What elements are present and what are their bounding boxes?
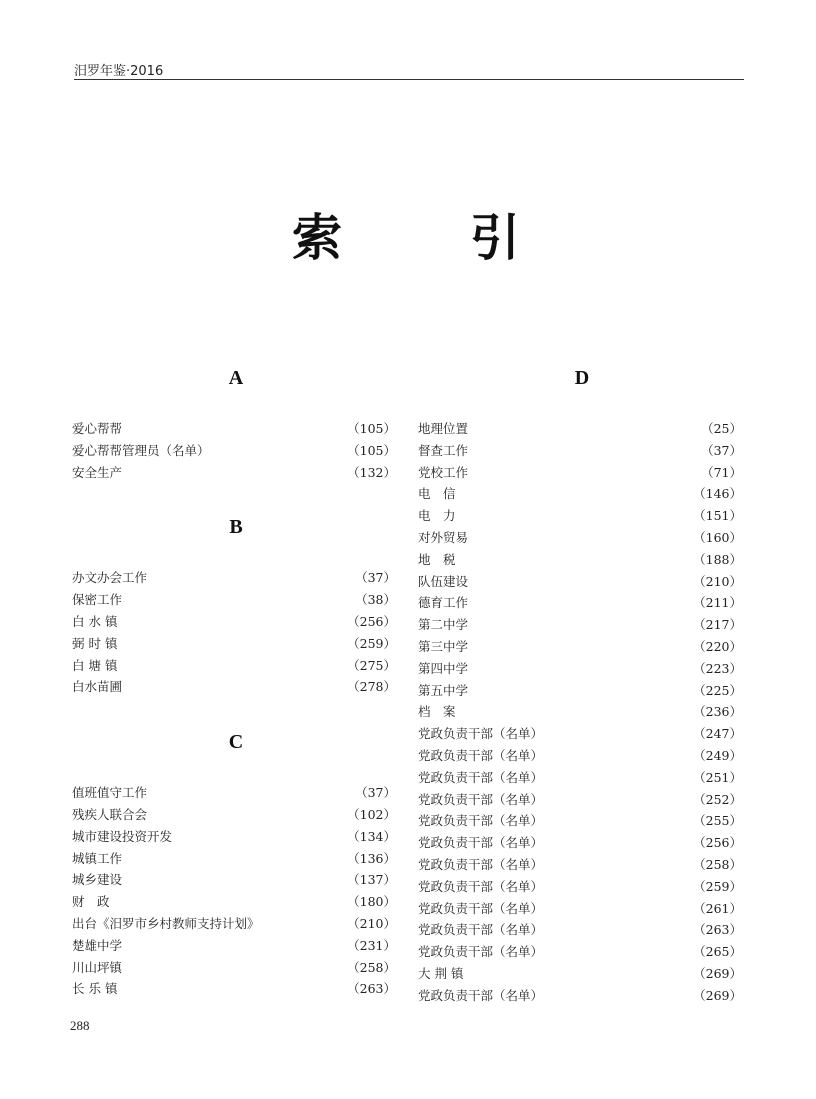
- running-header: [74, 58, 744, 80]
- entry-list: [418, 418, 742, 1007]
- index-entry: [418, 636, 742, 658]
- entry-name: 德育工作: [418, 595, 469, 611]
- entry-name: 党政负责干部（名单）: [418, 813, 544, 829]
- entry-page: （134）: [347, 828, 396, 844]
- entry-name: 川山坪镇: [72, 959, 123, 975]
- entry-name: 财 政: [72, 894, 110, 910]
- entry-name: 党政负责干部（名单）: [418, 747, 544, 763]
- index-entry: [418, 745, 742, 767]
- index-group-d: [418, 360, 742, 1007]
- index-entry: [72, 826, 396, 848]
- entry-page: （211）: [693, 595, 742, 611]
- entry-page: （263）: [347, 981, 396, 997]
- index-entry: [418, 723, 742, 745]
- entry-page: （137）: [347, 872, 396, 888]
- index-entry: [72, 418, 396, 440]
- entry-name: 城镇工作: [72, 850, 123, 866]
- index-column-right: [418, 360, 742, 1007]
- entry-page: （265）: [693, 944, 742, 960]
- entry-page: （37）: [701, 442, 742, 458]
- entry-page: （275）: [347, 657, 396, 673]
- index-entry: [418, 876, 742, 898]
- entry-page: （256）: [693, 835, 742, 851]
- index-entry: [72, 913, 396, 935]
- entry-name: 党政负责干部（名单）: [418, 791, 544, 807]
- index-entry: [418, 919, 742, 941]
- entry-name: 爱心帮帮管理员（名单）: [72, 442, 210, 458]
- entry-page: （132）: [347, 464, 396, 480]
- entry-name: 白 水 镇: [72, 613, 118, 629]
- entry-name: 城市建设投资开发: [72, 828, 173, 844]
- index-entry: [418, 483, 742, 505]
- entry-page: （105）: [347, 421, 396, 436]
- entry-page: （180）: [347, 894, 396, 910]
- index-entry: [418, 571, 742, 593]
- entry-page: （151）: [693, 508, 742, 524]
- index-entry: [72, 935, 396, 957]
- index-entry: [72, 804, 396, 826]
- entry-page: （210）: [693, 573, 742, 589]
- entry-name: 党政负责干部（名单）: [418, 944, 544, 960]
- entry-page: （258）: [347, 959, 396, 975]
- entry-name: 电 信: [418, 486, 456, 502]
- entry-page: （220）: [693, 638, 742, 654]
- entry-page: （255）: [693, 813, 742, 829]
- entry-page: （225）: [693, 682, 742, 698]
- entry-page: （249）: [693, 747, 742, 763]
- index-entry: [418, 527, 742, 549]
- entry-name: 党政负责干部（名单）: [418, 769, 544, 785]
- section-letter: B: [229, 516, 243, 539]
- index-entry: [418, 680, 742, 702]
- index-entry: [418, 440, 742, 462]
- index-entry: [72, 589, 396, 611]
- index-entry: [418, 614, 742, 636]
- index-entry: [72, 611, 396, 633]
- index-entry: [418, 832, 742, 854]
- entry-name: 办文办会工作: [72, 570, 148, 586]
- index-entry: [72, 676, 396, 698]
- entry-page: （105）: [347, 442, 396, 458]
- entry-name: 党政负责干部（名单）: [418, 922, 544, 938]
- entry-name: 第二中学: [418, 617, 469, 633]
- index-entry: [418, 898, 742, 920]
- entry-name: 对外贸易: [418, 529, 469, 545]
- entry-page: （261）: [693, 900, 742, 916]
- entry-name: 党政负责干部（名单）: [418, 878, 544, 894]
- index-group-b: [72, 509, 396, 698]
- entry-page: （269）: [693, 987, 742, 1003]
- entry-name: 地 税: [418, 551, 456, 567]
- entry-page: （251）: [693, 769, 742, 785]
- entry-name: 党政负责干部（名单）: [418, 856, 544, 872]
- entry-name: 城乡建设: [72, 872, 123, 888]
- group-spacer: [72, 698, 396, 724]
- entry-page: （37）: [355, 785, 396, 801]
- section-letter: D: [574, 367, 590, 389]
- index-entry: [72, 891, 396, 913]
- entry-name: 长 乐 镇: [72, 981, 118, 997]
- index-entry: [72, 978, 396, 1000]
- index-entry: [418, 854, 742, 876]
- group-spacer: [72, 483, 396, 509]
- page-title-char-2: 引: [470, 208, 520, 267]
- entry-page: （188）: [693, 551, 742, 567]
- entry-page: （259）: [347, 635, 396, 651]
- page-number: 288: [70, 1018, 90, 1033]
- entry-name: 残疾人联合会: [72, 806, 148, 822]
- entry-name: 大 荆 镇: [418, 965, 464, 981]
- entry-list: [72, 782, 396, 1000]
- entry-list: [72, 418, 396, 483]
- entry-page: （252）: [693, 791, 742, 807]
- entry-name: 党政负责干部（名单）: [418, 835, 544, 851]
- entry-page: （247）: [693, 726, 742, 742]
- entry-name: 白 塘 镇: [72, 657, 118, 673]
- index-entry: [72, 462, 396, 484]
- entry-page: （102）: [347, 806, 396, 822]
- index-entry: [72, 848, 396, 870]
- index-entry: [72, 440, 396, 462]
- entry-name: 第五中学: [418, 682, 469, 698]
- entry-name: 爱心帮帮: [72, 421, 123, 436]
- entry-list: [72, 567, 396, 698]
- index-entry: [418, 985, 742, 1007]
- entry-page: （25）: [701, 421, 742, 436]
- index-column-left: [72, 360, 396, 1000]
- entry-name: 党政负责干部（名单）: [418, 726, 544, 742]
- index-entry: [418, 789, 742, 811]
- section-letter: C: [228, 731, 244, 754]
- entry-name: 弼 时 镇: [72, 635, 118, 651]
- entry-page: （256）: [347, 613, 396, 629]
- entry-name: 党政负责干部（名单）: [418, 987, 544, 1003]
- entry-name: 队伍建设: [418, 573, 469, 589]
- entry-page: （71）: [701, 464, 742, 480]
- entry-name: 楚雄中学: [72, 937, 123, 953]
- entry-name: 党校工作: [418, 464, 469, 480]
- entry-name: 督查工作: [418, 442, 469, 458]
- entry-page: （217）: [693, 617, 742, 633]
- entry-page: （223）: [693, 660, 742, 676]
- page-title-char-1: 索: [292, 208, 342, 267]
- index-entry: [72, 782, 396, 804]
- entry-name: 地理位置: [418, 421, 469, 436]
- index-entry: [72, 633, 396, 655]
- index-group-a: [72, 360, 396, 483]
- entry-page: （136）: [347, 850, 396, 866]
- entry-page: （160）: [693, 529, 742, 545]
- index-entry: [418, 767, 742, 789]
- entry-page: （146）: [693, 486, 742, 502]
- index-entry: [418, 701, 742, 723]
- entry-name: 第四中学: [418, 660, 469, 676]
- entry-name: 安全生产: [72, 464, 123, 480]
- entry-name: 电 力: [418, 508, 456, 524]
- index-group-c: [72, 724, 396, 1000]
- entry-page: （210）: [347, 915, 396, 931]
- entry-name: 党政负责干部（名单）: [418, 900, 544, 916]
- running-header-text: 汨罗年鉴·2016: [74, 64, 164, 79]
- index-entry: [418, 658, 742, 680]
- index-entry: [72, 655, 396, 677]
- entry-name: 保密工作: [72, 592, 123, 608]
- entry-page: （269）: [693, 965, 742, 981]
- index-entry: [418, 418, 742, 440]
- entry-name: 档 案: [418, 704, 456, 720]
- entry-page: （258）: [693, 856, 742, 872]
- entry-page: （278）: [347, 679, 396, 695]
- index-entry: [72, 567, 396, 589]
- entry-page: （263）: [693, 922, 742, 938]
- entry-name: 白水苗圃: [72, 679, 123, 695]
- index-entry: [418, 941, 742, 963]
- entry-name: 第三中学: [418, 638, 469, 654]
- index-entry: [72, 957, 396, 979]
- entry-page: （259）: [693, 878, 742, 894]
- index-entry: [418, 549, 742, 571]
- index-entry: [418, 462, 742, 484]
- entry-page: （38）: [355, 592, 396, 608]
- index-entry: [418, 810, 742, 832]
- index-entry: [418, 592, 742, 614]
- entry-page: （231）: [347, 937, 396, 953]
- entry-page: （236）: [693, 704, 742, 720]
- entry-name: 出台《汨罗市乡村教师支持计划》: [72, 915, 260, 931]
- entry-name: 值班值守工作: [72, 785, 148, 801]
- index-entry: [72, 869, 396, 891]
- section-letter: A: [228, 367, 244, 389]
- entry-page: （37）: [355, 570, 396, 586]
- index-entry: [418, 505, 742, 527]
- index-entry: [418, 963, 742, 985]
